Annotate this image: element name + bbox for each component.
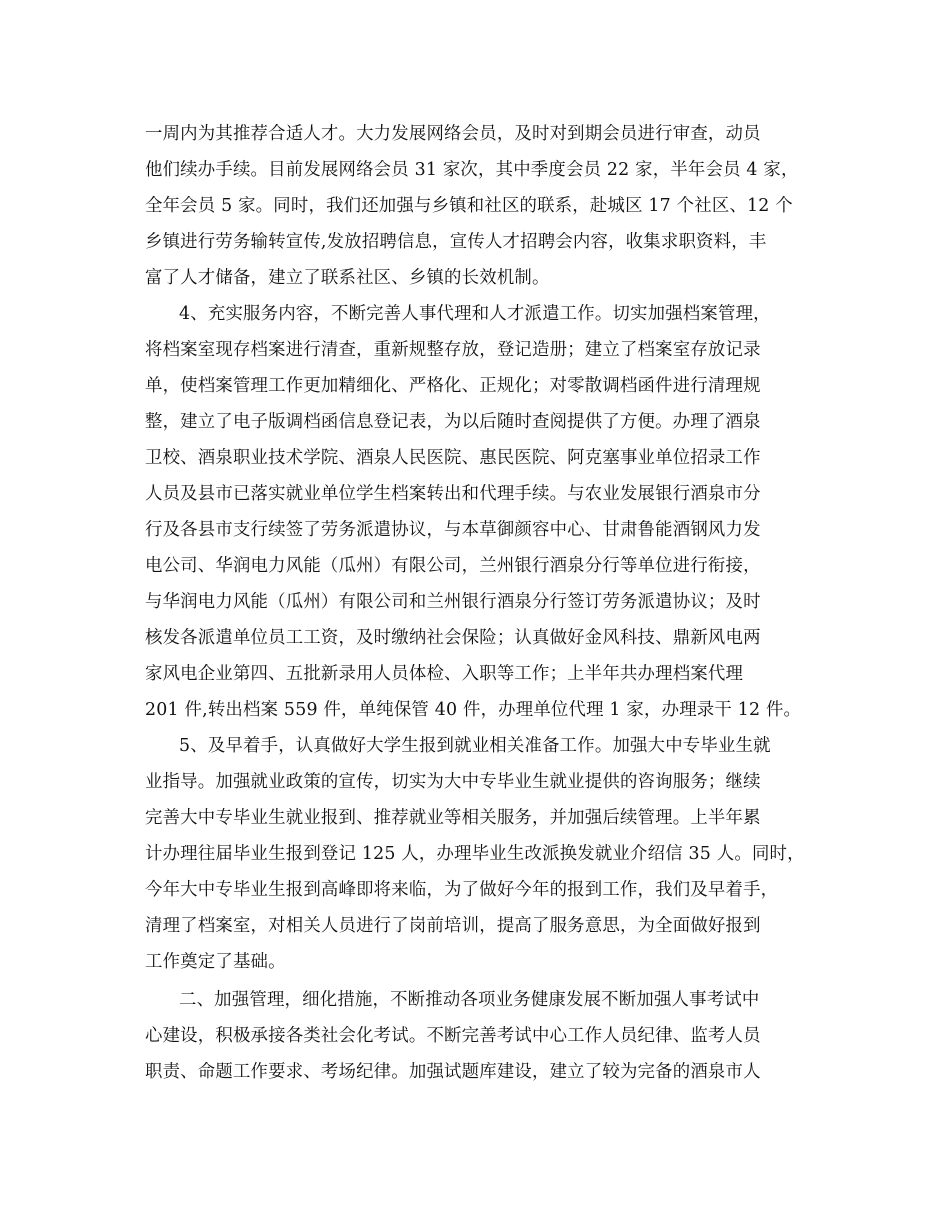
text-line: 人员及县市已落实就业单位学生档案转出和代理手续。与农业发展银行酒泉市分	[145, 484, 761, 504]
text-line: 家风电企业第四、五批新录用人员体检、入职等工作；上半年共办理档案代理	[145, 664, 744, 684]
text-line: 与华润电力风能（瓜州）有限公司和兰州银行酒泉分行签订劳务派遣协议；及时	[145, 592, 761, 612]
text-line: 201 件,转出档案 559 件，单纯保管 40 件，办理单位代理 1 家，办理录干 12 件。	[145, 700, 802, 720]
text-line: 将档案室现存档案进行清查，重新规整存放，登记造册；建立了档案室存放记录	[145, 340, 761, 360]
text-line: 卫校、酒泉职业技术学院、酒泉人民医院、惠民医院、阿克塞事业单位招录工作	[145, 448, 761, 468]
paragraph-start-line: 二、加强管理，细化措施，不断推动各项业务健康发展不断加强人事考试中	[179, 990, 760, 1010]
text-line: 行及各县市支行续签了劳务派遣协议，与本草御颜容中心、甘肃鲁能酒钢风力发	[145, 520, 761, 540]
text-line: 完善大中专毕业生就业报到、推荐就业等相关服务，并加强后续管理。上半年累	[145, 808, 761, 828]
text-line: 职责、命题工作要求、考场纪律。加强试题库建设，建立了较为完备的酒泉市人	[145, 1062, 761, 1082]
text-line: 业指导。加强就业政策的宣传，切实为大中专毕业生就业提供的咨询服务；继续	[145, 772, 761, 792]
text-line: 心建设，积极承接各类社会化考试。不断完善考试中心工作人员纪律、监考人员	[145, 1026, 761, 1046]
text-line: 工作奠定了基础。	[145, 952, 286, 972]
text-line: 单，使档案管理工作更加精细化、严格化、正规化；对零散调档函件进行清理规	[145, 376, 761, 396]
paragraph-start-line: 5、及早着手，认真做好大学生报到就业相关准备工作。加强大中专毕业生就	[179, 736, 771, 756]
text-line: 电公司、华润电力风能（瓜州）有限公司，兰州银行酒泉分行等单位进行衔接，	[145, 556, 761, 576]
text-line: 全年会员 5 家。同时，我们还加强与乡镇和社区的联系，赴城区 17 个社区、12 个	[145, 196, 793, 216]
text-line: 计办理往届毕业生报到登记 125 人，办理毕业生改派换发就业介绍信 35 人。同时，	[145, 844, 805, 864]
text-line: 一周内为其推荐合适人才。大力发展网络会员，及时对到期会员进行审查，动员	[145, 124, 761, 144]
text-line: 核发各派遣单位员工工资，及时缴纳社会保险；认真做好金风科技、鼎新风电两	[145, 628, 761, 648]
text-line: 乡镇进行劳务输转宣传,发放招聘信息，宣传人才招聘会内容，收集求职资料，丰	[145, 232, 767, 252]
paragraph-start-line: 4、充实服务内容，不断完善人事代理和人才派遣工作。切实加强档案管理，	[179, 304, 771, 324]
text-line: 他们续办手续。目前发展网络会员 31 家次，其中季度会员 22 家，半年会员 4 家，	[145, 160, 799, 180]
text-line: 整，建立了电子版调档函信息登记表，为以后随时查阅提供了方便。办理了酒泉	[145, 412, 761, 432]
text-line: 清理了档案室，对相关人员进行了岗前培训，提高了服务意思，为全面做好报到	[145, 916, 761, 936]
text-line: 今年大中专毕业生报到高峰即将来临，为了做好今年的报到工作，我们及早着手，	[145, 880, 779, 900]
text-line: 富了人才储备，建立了联系社区、乡镇的长效机制。	[145, 268, 550, 288]
